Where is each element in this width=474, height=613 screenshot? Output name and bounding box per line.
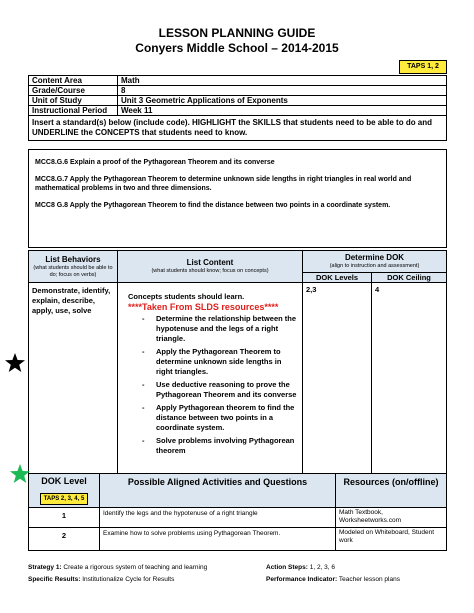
content-intro: Concepts students should learn. — [128, 292, 245, 301]
dok-header-cell — [303, 251, 447, 273]
info-row — [29, 86, 447, 96]
behaviors-subheader: (what students should be able to do; focus on verbs) — [33, 264, 113, 278]
action-label: Action Steps: — [266, 564, 308, 571]
dok-header: Determine DOK — [344, 253, 405, 262]
strategy-value: Create a rigorous system of teaching and learning — [63, 564, 208, 571]
table-row — [29, 528, 447, 551]
action-value: 1, 2, 3, 6 — [309, 564, 336, 571]
content-cell — [118, 283, 303, 486]
indicator-label: Performance Indicator: — [266, 576, 338, 583]
black-star-icon — [4, 352, 26, 374]
info-label: Unit of Study — [29, 96, 118, 106]
performance-indicator-line — [266, 576, 400, 583]
results-value: Institutionalize Cycle for Results — [82, 576, 175, 583]
row-resources: Math Textbook, Worksheetworks.com — [336, 508, 447, 528]
list-item: - Apply Pythagorean theorem to find the distance between two points in a coordinate system. — [128, 403, 299, 433]
info-value: Unit 3 Geometric Applications of Exponents — [118, 96, 447, 106]
list-item: - Apply the Pythagorean Theorem to determine unknown side lengths in right triangles. — [128, 347, 299, 377]
activities-table — [28, 473, 447, 551]
list-item: - Solve problems involving Pythagorean theorem — [128, 436, 299, 456]
list-item: - Use deductive reasoning to prove the Pythagorean Theorem and its converse — [128, 380, 299, 400]
dok-level-header-cell — [29, 474, 100, 508]
info-row — [29, 106, 447, 116]
standards-box — [28, 149, 447, 248]
taps-badge-activities: TAPS 2, 3, 4, 5 — [40, 493, 89, 505]
standard-item: MCC8 G.8 Apply the Pythagorean Theorem to find the distance between two points in a coordinate system. — [35, 202, 391, 209]
list-item: - Determine the relationship between the hypotenuse and the legs of a right triangle. — [128, 314, 299, 344]
info-row — [29, 96, 447, 106]
info-label: Grade/Course — [29, 86, 118, 96]
content-header-cell — [118, 251, 303, 283]
row-dok-level: 1 — [29, 508, 100, 528]
behaviors-header-cell — [29, 251, 118, 283]
resources-header: Resources (on/offline) — [336, 474, 447, 508]
behaviors-cell: Demonstrate, identify, explain, describe, apply, use, solve — [29, 283, 118, 486]
dok-subheader: (align to instruction and assessment) — [329, 263, 420, 269]
dok-ceiling-header: DOK Ceiling — [372, 273, 447, 283]
content-subheader: (what students should know; focus on concepts) — [151, 268, 269, 274]
info-value: Math — [118, 76, 447, 86]
dok-levels-header: DOK Levels — [303, 273, 372, 283]
page-subtitle: Conyers Middle School – 2014-2015 — [135, 41, 339, 55]
standards-instruction-row — [29, 116, 447, 141]
row-dok-level: 2 — [29, 528, 100, 551]
indicator-value: Teacher lesson plans — [338, 576, 400, 583]
page-title: LESSON PLANNING GUIDE — [158, 26, 316, 40]
standard-item: MCC8.G.7 Apply the Pythagorean Theorem to determine unknown side lengths in right triangles in real world and mathematical problems in two and three dimensions. — [35, 176, 412, 192]
table-row — [29, 508, 447, 528]
results-line — [28, 576, 174, 583]
content-header: List Content — [186, 258, 234, 267]
action-steps-line — [266, 564, 335, 571]
row-activity: Examine how to solve problems using Pythagorean Theorem. — [100, 528, 336, 551]
content-list — [128, 314, 299, 456]
row-activity: Identify the legs and the hypotenuse of a right triangle — [100, 508, 336, 528]
dok-level-header: DOK Level — [41, 476, 87, 486]
info-row — [29, 76, 447, 86]
planning-table — [28, 250, 447, 486]
strategy-line — [28, 564, 207, 571]
taps-badge: TAPS 1, 2 — [399, 60, 447, 74]
info-value: Week 11 — [118, 106, 447, 116]
info-label: Instructional Period — [29, 106, 118, 116]
green-star-icon — [9, 463, 31, 485]
results-label: Specific Results: — [28, 576, 81, 583]
standard-item: MCC8.G.6 Explain a proof of the Pythagorean Theorem and its converse — [35, 159, 275, 166]
strategy-label: Strategy 1: — [28, 564, 62, 571]
behaviors-header: List Behaviors — [45, 254, 101, 264]
standards-instruction: Insert a standard(s) below (include code). HIGHLIGHT the SKILLS that students need to be able to do and UNDERLINE the CONCEPTS that students need to know. — [29, 116, 447, 141]
row-resources: Modeled on Whiteboard, Student work — [336, 528, 447, 551]
info-value: 8 — [118, 86, 447, 96]
dok-levels-value: 2,3 — [303, 283, 372, 486]
dok-ceiling-value: 4 — [372, 283, 447, 486]
content-source-note: ****Taken From SLDS resources**** — [128, 302, 279, 312]
info-label: Content Area — [29, 76, 118, 86]
activities-header: Possible Aligned Activities and Questions — [100, 474, 336, 508]
info-table — [28, 75, 447, 141]
